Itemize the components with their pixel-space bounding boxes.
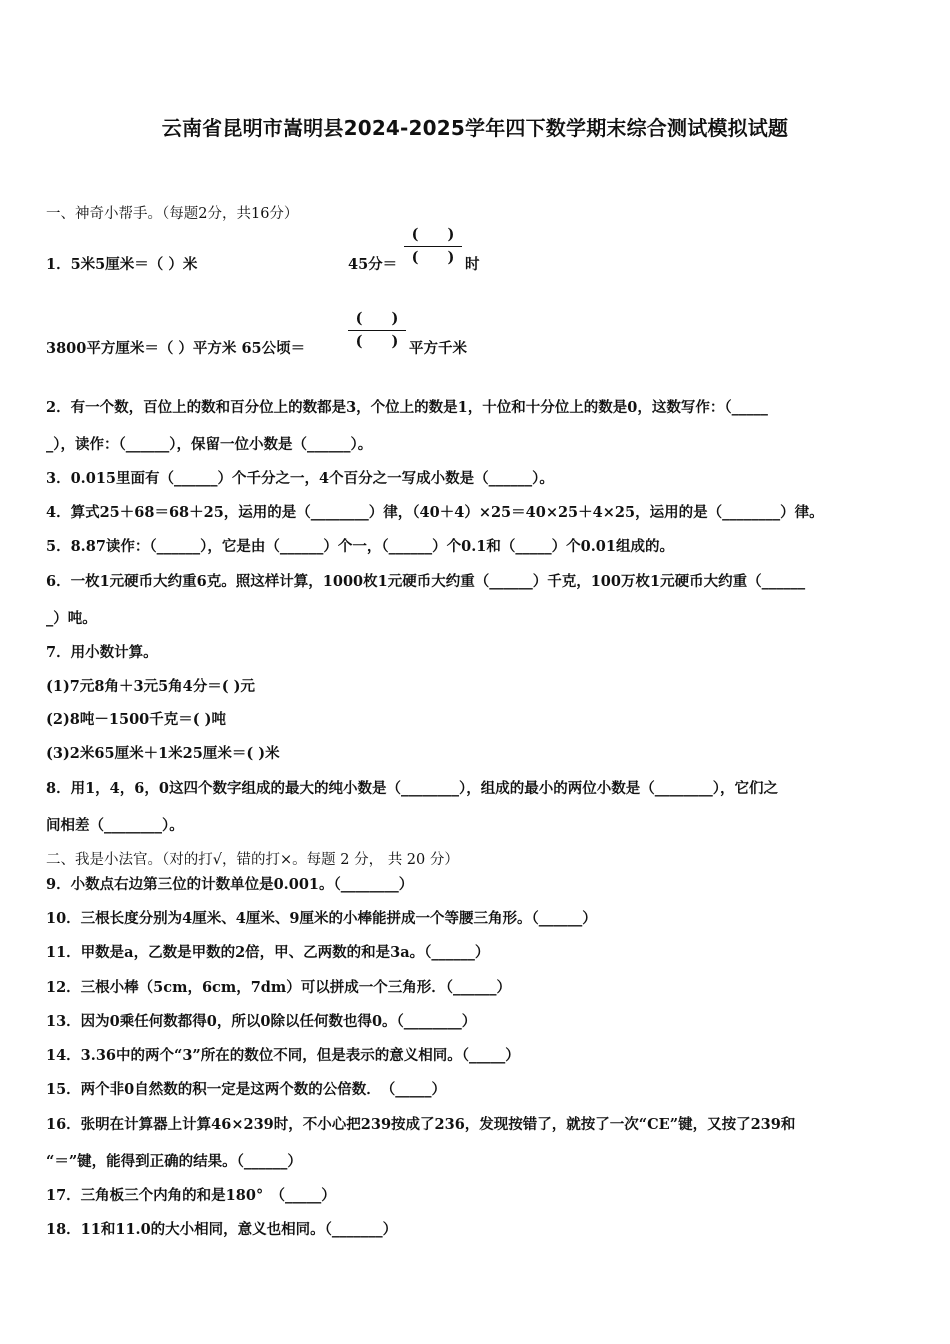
page-title: 云南省昆明市嵩明县2024-2025学年四下数学期末综合测试模拟试题 xyxy=(161,116,789,140)
question-18: 18．11和11.0的大小相同，意义也相同。（_______） xyxy=(46,1221,398,1238)
question-16-line1: 16．张明在计算器上计算46×239时，不小心把239按成了236，发现按错了，就按了一次“CE”键，又按了239和 xyxy=(46,1116,796,1133)
question-8-line1: 8．用1，4，6，0这四个数字组成的最大的纯小数是（________），组成的最小的两位小数是（________），它们之 xyxy=(46,780,778,797)
fraction-numerator: ( ) xyxy=(411,226,455,243)
q1-fraction-1 xyxy=(404,225,462,268)
section1-heading: 一、神奇小帮手。（每题2分，共16分） xyxy=(46,206,299,222)
question-15: 15．两个非0自然数的积一定是这两个数的公倍数． （_____） xyxy=(46,1081,447,1098)
question-7: 7．用小数计算。 xyxy=(46,644,158,661)
question-4: 4．算式25＋68＝68＋25，运用的是（________）律，（40＋4）×25＝40×25＋4×25，运用的是（________）律。 xyxy=(46,504,824,521)
q1-part-b-unit: 时 xyxy=(465,256,480,273)
question-7-1: (1)7元8角＋3元5角4分＝( )元 xyxy=(46,678,256,695)
section2-heading: 二、我是小法官。（对的打√，错的打×。每题 2 分， 共 20 分） xyxy=(46,852,459,868)
fraction-bar xyxy=(348,330,406,331)
question-12: 12．三根小棒（5cm，6cm，7dm）可以拼成一个三角形．（______） xyxy=(46,979,512,996)
fraction-denominator: ( ) xyxy=(355,333,399,350)
question-16-line2: “＝”键，能得到正确的结果。（______） xyxy=(46,1153,302,1170)
question-10: 10．三根长度分别为4厘米、4厘米、9厘米的小棒能拼成一个等腰三角形。（______） xyxy=(46,910,597,927)
question-5: 5．8.87读作：（______），它是由（______）个一，（______）个0.1和（_____）个0.01组成的。 xyxy=(46,538,674,555)
question-6-line2: _）吨。 xyxy=(46,610,97,627)
question-14: 14．3.36中的两个“3”所在的数位不同，但是表示的意义相同。（_____） xyxy=(46,1047,520,1064)
question-13: 13．因为0乘任何数都得0，所以0除以任何数也得0。（________） xyxy=(46,1013,477,1030)
question-7-2: (2)8吨－1500千克＝( )吨 xyxy=(46,711,227,728)
fraction-bar xyxy=(404,246,462,247)
q1-fraction-2 xyxy=(348,309,406,352)
question-2-line1: 2．有一个数，百位上的数和百分位上的数都是3，个位上的数是1，十位和十分位上的数是0，这数写作：（_____ xyxy=(46,399,768,416)
fraction-numerator: ( ) xyxy=(355,310,399,327)
question-3: 3．0.015里面有（______）个千分之一，4个百分之一写成小数是（______）。 xyxy=(46,470,554,487)
question-11: 11．甲数是a，乙数是甲数的2倍，甲、乙两数的和是3a。（______） xyxy=(46,944,490,961)
q1-part-a: 1．5米5厘米＝（ ）米 xyxy=(46,256,198,273)
question-17: 17．三角板三个内角的和是180° （_____） xyxy=(46,1187,336,1204)
question-6-line1: 6．一枚1元硬币大约重6克。照这样计算，1000枚1元硬币大约重（______）千克，100万枚1元硬币大约重（______ xyxy=(46,573,806,590)
fraction-denominator: ( ) xyxy=(411,249,455,266)
q1-part-c: 3800平方厘米＝（ ）平方米 65公顷＝ xyxy=(46,340,306,357)
q1-part-c-unit: 平方千米 xyxy=(409,340,467,357)
question-2-line2: _），读作：（______），保留一位小数是（______）。 xyxy=(46,436,373,453)
q1-part-b: 45分＝ xyxy=(348,256,398,273)
question-7-3: (3)2米65厘米＋1米25厘米＝( )米 xyxy=(46,745,280,762)
question-9: 9．小数点右边第三位的计数单位是0.001。（________） xyxy=(46,876,414,893)
question-8-line2: 间相差（________）。 xyxy=(46,817,184,834)
